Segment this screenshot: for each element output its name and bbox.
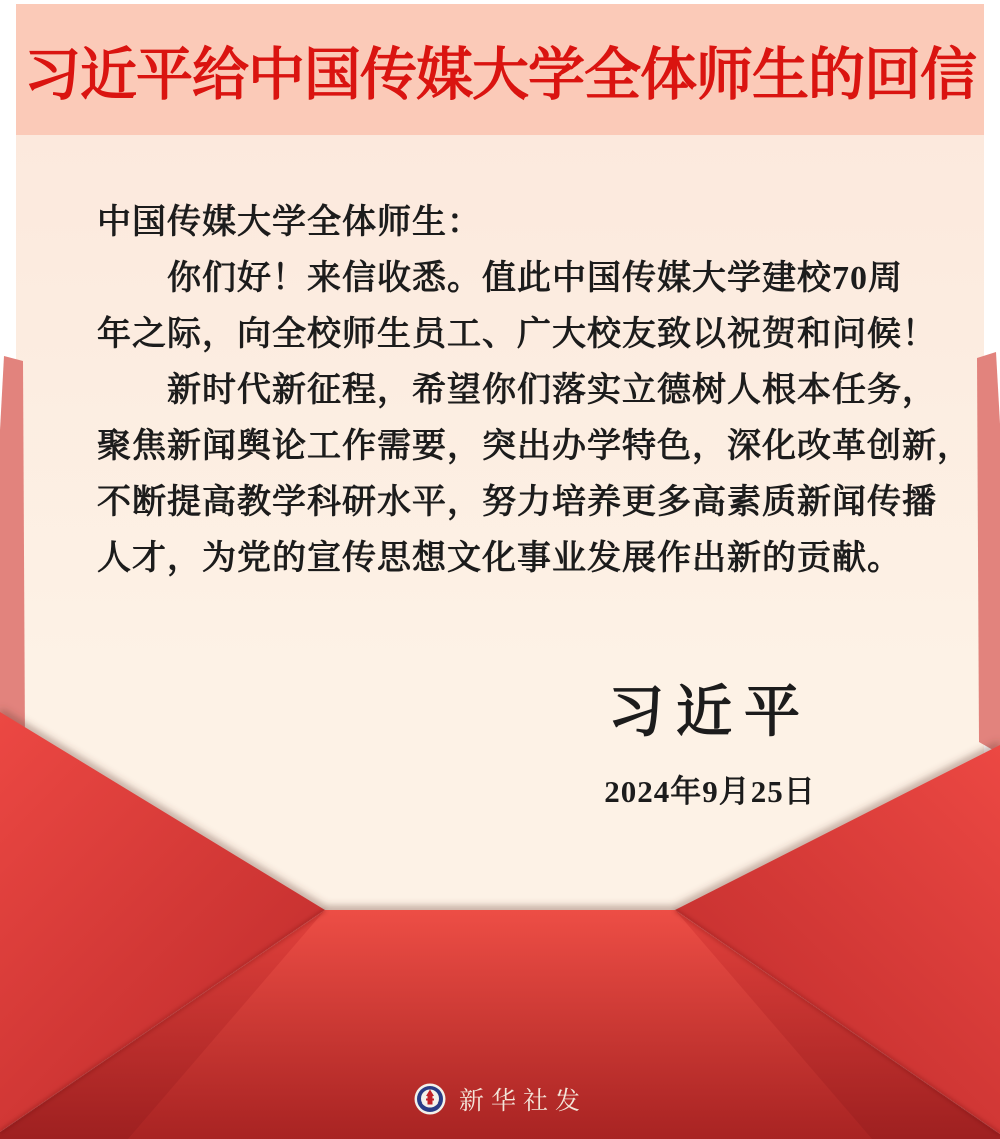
- letter-line: 你们好！来信收悉。值此中国传媒大学建校70周: [97, 260, 903, 297]
- letter-line: 新时代新征程，希望你们落实立德树人根本任务，: [97, 372, 937, 409]
- letter-line: 人才，为党的宣传思想文化事业发展作出新的贡献。: [97, 540, 902, 577]
- credit-line: [0, 1081, 1000, 1117]
- letter-line: 不断提高教学科研水平，努力培养更多高素质新闻传播: [97, 484, 937, 521]
- letter-salutation: 中国传媒大学全体师生：: [97, 204, 482, 241]
- letter-date: 2024年9月25日: [604, 774, 816, 809]
- letter-line: 年之际，向全校师生员工、广大校友致以祝贺和问候！: [97, 316, 937, 353]
- envelope-lining-right: [977, 352, 1000, 754]
- page-title: 习近平给中国传媒大学全体师生的回信: [24, 43, 976, 107]
- letter-body: [97, 195, 972, 587]
- letter-line: 聚焦新闻舆论工作需要，突出办学特色，深化改革创新，: [97, 428, 972, 465]
- signature: 习近平: [608, 682, 812, 744]
- envelope-lining-left: [0, 356, 25, 757]
- credit-label: 新华社发: [458, 1088, 587, 1115]
- xinhua-logo-icon: [413, 1082, 447, 1116]
